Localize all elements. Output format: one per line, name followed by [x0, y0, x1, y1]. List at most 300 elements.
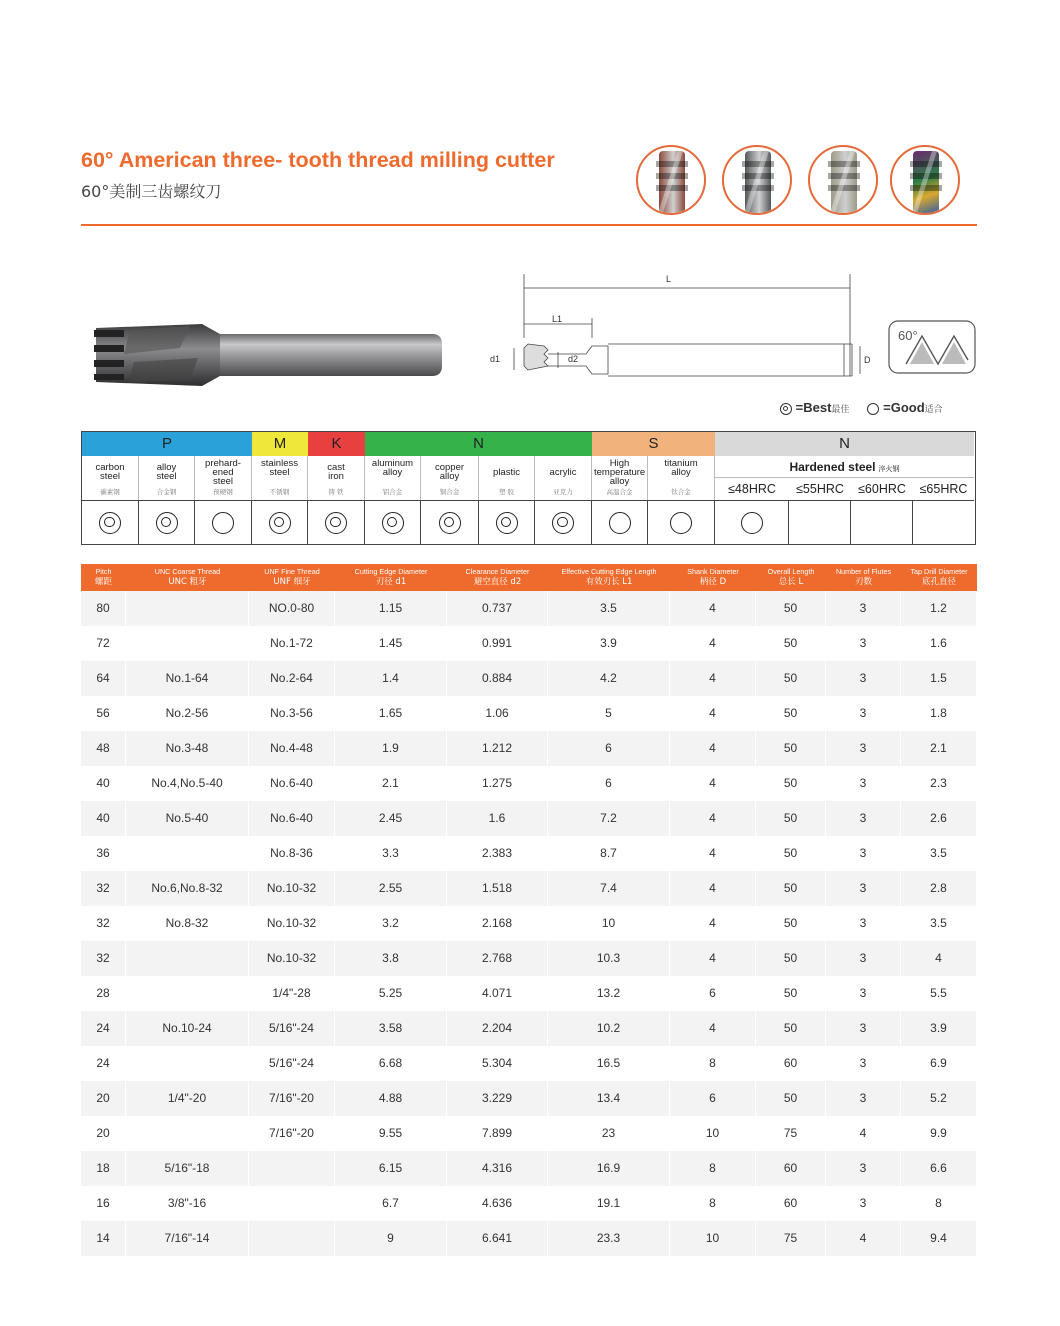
- table-cell: 32: [81, 871, 126, 906]
- table-cell: 3.9: [901, 1011, 977, 1046]
- table-cell: 4: [670, 661, 756, 696]
- table-cell: 1.8: [901, 696, 977, 731]
- table-row: [81, 766, 977, 801]
- table-cell: 10.2: [548, 1011, 670, 1046]
- best-symbol-icon: [780, 403, 792, 415]
- table-cell: 4: [670, 591, 756, 626]
- table-row: [81, 1221, 977, 1256]
- best-symbol-icon: [552, 512, 574, 534]
- table-row: [81, 1116, 977, 1151]
- material-cell: [195, 456, 252, 500]
- dimension-drawing: [488, 266, 888, 384]
- table-cell: 6: [548, 731, 670, 766]
- table-cell: [126, 1046, 249, 1081]
- material-group-k: K: [308, 432, 365, 456]
- table-cell: [249, 1221, 335, 1256]
- table-cell: 1.06: [447, 696, 548, 731]
- table-row: [81, 836, 977, 871]
- table-cell: 50: [756, 941, 826, 976]
- table-cell: 1.212: [447, 731, 548, 766]
- dim-d2: d2: [568, 354, 579, 364]
- material-name: plastic: [493, 467, 520, 478]
- table-cell: 14: [81, 1221, 126, 1256]
- cutter-icon: [745, 151, 771, 213]
- page-subtitle: 60°美制三齿螺纹刀: [81, 182, 222, 201]
- table-row: [81, 696, 977, 731]
- table-cell: 1.5: [901, 661, 977, 696]
- table-cell: 50: [756, 1011, 826, 1046]
- material-name-zh: 不锈钢: [269, 488, 290, 496]
- table-cell: 2.768: [447, 941, 548, 976]
- angle-label: 60°: [898, 328, 918, 343]
- table-cell: 7.899: [447, 1116, 548, 1151]
- table-cell: 2.1: [901, 731, 977, 766]
- table-cell: 3: [826, 626, 901, 661]
- table-cell: 50: [756, 731, 826, 766]
- material-group-p: P: [82, 432, 252, 456]
- table-cell: 2.168: [447, 906, 548, 941]
- table-cell: 2.6: [901, 801, 977, 836]
- table-row: [81, 871, 977, 906]
- table-cell: 4: [826, 1221, 901, 1256]
- dim-L: L: [666, 274, 672, 284]
- table-cell: 16.9: [548, 1151, 670, 1186]
- best-symbol-icon: [382, 512, 404, 534]
- table-cell: 80: [81, 591, 126, 626]
- table-cell: 50: [756, 871, 826, 906]
- table-cell: 2.1: [335, 766, 447, 801]
- table-cell: 3.2: [335, 906, 447, 941]
- table-cell: 64: [81, 661, 126, 696]
- table-cell: 6: [670, 976, 756, 1011]
- table-cell: 3.8: [335, 941, 447, 976]
- table-cell: No.6-40: [249, 766, 335, 801]
- table-cell: 4.071: [447, 976, 548, 1011]
- table-cell: 3: [826, 1081, 901, 1116]
- table-cell: [126, 1116, 249, 1151]
- table-cell: [249, 1186, 335, 1221]
- cutter-icon: [659, 151, 685, 213]
- dim-d1: d1: [490, 354, 501, 364]
- table-cell: 75: [756, 1116, 826, 1151]
- table-cell: 50: [756, 696, 826, 731]
- table-cell: [126, 976, 249, 1011]
- material-name: carbon steel: [95, 462, 125, 482]
- suitability-cell: [195, 500, 252, 544]
- table-cell: 3.5: [548, 591, 670, 626]
- material-name: acrylic: [549, 467, 577, 478]
- table-cell: 50: [756, 906, 826, 941]
- table-cell: 3: [826, 801, 901, 836]
- table-cell: 6.641: [447, 1221, 548, 1256]
- material-name: titanium alloy: [664, 458, 698, 478]
- table-cell: 1/4"-20: [126, 1081, 249, 1116]
- table-row: [81, 941, 977, 976]
- material-cell: [82, 456, 139, 500]
- suitability-cell: [592, 500, 648, 544]
- table-cell: 24: [81, 1011, 126, 1046]
- hardness-level: ≤60HRC: [858, 482, 906, 496]
- table-cell: 10.3: [548, 941, 670, 976]
- table-cell: 50: [756, 591, 826, 626]
- table-cell: 4.88: [335, 1081, 447, 1116]
- table-cell: 28: [81, 976, 126, 1011]
- good-symbol-icon: [212, 512, 234, 534]
- table-cell: 4: [670, 766, 756, 801]
- hardness-level: ≤55HRC: [796, 482, 844, 496]
- table-cell: [126, 941, 249, 976]
- table-cell: 6.15: [335, 1151, 447, 1186]
- table-cell: 3: [826, 941, 901, 976]
- suitability-cell: [789, 500, 851, 544]
- table-cell: 3.229: [447, 1081, 548, 1116]
- table-cell: 75: [756, 1221, 826, 1256]
- column-header: Number of Flutes 刃数: [835, 567, 892, 587]
- table-cell: 5/16"-18: [126, 1151, 249, 1186]
- table-cell: 6.7: [335, 1186, 447, 1221]
- table-cell: 50: [756, 626, 826, 661]
- table-row: [81, 1151, 977, 1186]
- table-cell: 1.2: [901, 591, 977, 626]
- table-cell: 20: [81, 1116, 126, 1151]
- material-group-hardened: N: [715, 432, 974, 456]
- table-cell: 3: [826, 836, 901, 871]
- suitability-cell: [365, 500, 421, 544]
- spec-table-header: [81, 564, 977, 591]
- table-cell: 3: [826, 1011, 901, 1046]
- table-cell: No.2-56: [126, 696, 249, 731]
- table-cell: 4: [670, 801, 756, 836]
- table-cell: 4.316: [447, 1151, 548, 1186]
- table-cell: 4: [670, 1011, 756, 1046]
- table-cell: No.1-64: [126, 661, 249, 696]
- table-cell: No.10-32: [249, 941, 335, 976]
- table-cell: 8: [670, 1046, 756, 1081]
- coating-sample-silver: [808, 145, 878, 215]
- table-cell: 7.2: [548, 801, 670, 836]
- suitability-legend: =Best最佳 =Good适合: [780, 400, 943, 415]
- table-cell: 3: [826, 696, 901, 731]
- hardened-steel-title: Hardened steel 淬火钢: [715, 456, 974, 478]
- material-name-zh: 塑 胶: [498, 488, 515, 496]
- material-group-n: N: [365, 432, 592, 456]
- table-cell: 50: [756, 801, 826, 836]
- table-cell: 0.737: [447, 591, 548, 626]
- suitability-cell: [421, 500, 479, 544]
- best-symbol-icon: [99, 512, 121, 534]
- table-cell: 8: [670, 1186, 756, 1221]
- table-cell: No.10-32: [249, 871, 335, 906]
- table-cell: 8: [670, 1151, 756, 1186]
- table-cell: 5/16"-24: [249, 1011, 335, 1046]
- cutter-icon: [913, 151, 939, 213]
- table-row: [81, 661, 977, 696]
- table-cell: [126, 626, 249, 661]
- table-cell: 23.3: [548, 1221, 670, 1256]
- suitability-cell: [252, 500, 308, 544]
- table-cell: No.8-32: [126, 906, 249, 941]
- best-symbol-icon: [269, 512, 291, 534]
- table-cell: 1.4: [335, 661, 447, 696]
- table-cell: 4: [670, 871, 756, 906]
- table-cell: 32: [81, 941, 126, 976]
- coating-sample-rainbow: [890, 145, 960, 215]
- table-cell: 50: [756, 766, 826, 801]
- cutter-icon: [831, 151, 857, 213]
- table-cell: 3: [826, 766, 901, 801]
- table-cell: 3: [826, 731, 901, 766]
- table-cell: 2.45: [335, 801, 447, 836]
- table-cell: 3.5: [901, 906, 977, 941]
- table-cell: 1/4"-28: [249, 976, 335, 1011]
- table-cell: 16.5: [548, 1046, 670, 1081]
- table-cell: No.6-40: [249, 801, 335, 836]
- column-header: Shank Diameter 柄径 D: [687, 567, 739, 587]
- table-cell: 8.7: [548, 836, 670, 871]
- table-cell: 23: [548, 1116, 670, 1151]
- table-cell: 1.6: [447, 801, 548, 836]
- page-title: 60° American three- tooth thread milling cutter: [81, 148, 555, 172]
- table-cell: [126, 836, 249, 871]
- table-cell: [126, 591, 249, 626]
- material-name: copper alloy: [434, 462, 465, 482]
- table-cell: 7/16"-20: [249, 1116, 335, 1151]
- table-cell: No.3-56: [249, 696, 335, 731]
- table-cell: 6: [670, 1081, 756, 1116]
- header-divider: [81, 224, 977, 226]
- material-cell: [421, 456, 479, 500]
- table-cell: 3.58: [335, 1011, 447, 1046]
- hardness-level: ≤65HRC: [919, 482, 968, 496]
- material-cell: [648, 456, 715, 500]
- suitability-cell: [82, 500, 139, 544]
- table-cell: 6: [548, 766, 670, 801]
- table-cell: 18: [81, 1151, 126, 1186]
- table-cell: 4: [670, 626, 756, 661]
- suitability-cell: [139, 500, 195, 544]
- table-cell: No.3-48: [126, 731, 249, 766]
- material-name-zh: 钛合金: [671, 488, 691, 496]
- table-cell: 13.4: [548, 1081, 670, 1116]
- table-cell: 4: [670, 696, 756, 731]
- table-cell: 5.2: [901, 1081, 977, 1116]
- table-cell: 5/16"-24: [249, 1046, 335, 1081]
- table-cell: 7/16"-20: [249, 1081, 335, 1116]
- suitability-cell: [535, 500, 592, 544]
- table-cell: 6.6: [901, 1151, 977, 1186]
- table-cell: 56: [81, 696, 126, 731]
- table-row: [81, 906, 977, 941]
- table-cell: NO.0-80: [249, 591, 335, 626]
- table-cell: 10: [670, 1221, 756, 1256]
- good-symbol-icon: [670, 512, 692, 534]
- good-symbol-icon: [609, 512, 631, 534]
- table-cell: 9.9: [901, 1116, 977, 1151]
- table-cell: 5.5: [901, 976, 977, 1011]
- column-header: UNF Fine Thread UNF 细牙: [264, 567, 320, 587]
- table-cell: 6.68: [335, 1046, 447, 1081]
- table-cell: 1.518: [447, 871, 548, 906]
- material-name-zh: 碳素钢: [100, 488, 120, 496]
- material-name-zh: 合金钢: [156, 488, 177, 496]
- table-cell: 50: [756, 1081, 826, 1116]
- column-header: Overall Length 总长 L: [767, 567, 815, 587]
- material-name: aluminum alloy: [371, 458, 414, 478]
- table-cell: 16: [81, 1186, 126, 1221]
- table-cell: 3.5: [901, 836, 977, 871]
- dim-D: D: [864, 355, 871, 365]
- table-cell: 36: [81, 836, 126, 871]
- column-header: UNC Coarse Thread UNC 粗牙: [154, 567, 221, 587]
- column-header: Pitch 螺距: [94, 567, 112, 587]
- material-name: cast iron: [327, 462, 345, 482]
- table-cell: 0.991: [447, 626, 548, 661]
- good-symbol-icon: [867, 403, 879, 415]
- suitability-cell: [715, 500, 789, 544]
- material-name-zh: 亚克力: [553, 488, 573, 496]
- table-cell: 72: [81, 626, 126, 661]
- table-cell: No.4,No.5-40: [126, 766, 249, 801]
- best-symbol-icon: [325, 512, 347, 534]
- table-cell: 50: [756, 836, 826, 871]
- table-cell: 2.383: [447, 836, 548, 871]
- table-cell: 60: [756, 1151, 826, 1186]
- table-cell: 9.4: [901, 1221, 977, 1256]
- table-cell: No.5-40: [126, 801, 249, 836]
- table-cell: 24: [81, 1046, 126, 1081]
- table-row: [81, 626, 977, 661]
- material-name: High temperature alloy: [594, 458, 646, 487]
- material-name: alloy steel: [156, 462, 177, 482]
- table-cell: 1.9: [335, 731, 447, 766]
- table-cell: 3: [826, 976, 901, 1011]
- table-cell: 2.204: [447, 1011, 548, 1046]
- material-cell: [479, 456, 535, 500]
- table-cell: 50: [756, 976, 826, 1011]
- table-cell: 10: [670, 1116, 756, 1151]
- good-symbol-icon: [741, 512, 763, 534]
- material-cell: [592, 456, 648, 500]
- table-cell: 50: [756, 661, 826, 696]
- table-cell: 3: [826, 1186, 901, 1221]
- table-cell: 4: [670, 836, 756, 871]
- material-name: prehard-ened steel: [205, 458, 241, 487]
- table-row: [81, 1081, 977, 1116]
- table-cell: No.10-24: [126, 1011, 249, 1046]
- table-cell: No.4-48: [249, 731, 335, 766]
- thread-angle-diagram: [888, 320, 978, 376]
- table-cell: 7/16"-14: [126, 1221, 249, 1256]
- table-row: [81, 976, 977, 1011]
- table-cell: 2.8: [901, 871, 977, 906]
- table-cell: 60: [756, 1046, 826, 1081]
- suitability-cell: [851, 500, 913, 544]
- coating-sample-black: [722, 145, 792, 215]
- column-header: Clearance Diameter 避空直径 d2: [465, 567, 530, 587]
- table-cell: 4: [670, 731, 756, 766]
- material-name-zh: 高温合金: [606, 488, 633, 496]
- table-cell: 3: [826, 661, 901, 696]
- suitability-cell: [479, 500, 535, 544]
- material-cell: [252, 456, 308, 500]
- table-cell: 4: [901, 941, 977, 976]
- table-cell: 4.636: [447, 1186, 548, 1221]
- table-cell: 1.6: [901, 626, 977, 661]
- table-cell: 40: [81, 801, 126, 836]
- table-cell: 19.1: [548, 1186, 670, 1221]
- suitability-cell: [913, 500, 974, 544]
- column-header: Effective Cutting Edge Length 有效刃长 L1: [561, 567, 657, 587]
- table-cell: No.1-72: [249, 626, 335, 661]
- table-cell: 5: [548, 696, 670, 731]
- material-name-zh: 铜合金: [439, 488, 460, 496]
- table-cell: 60: [756, 1186, 826, 1221]
- column-header: Cutting Edge Diameter 刃径 d1: [354, 567, 428, 587]
- material-cell: [535, 456, 592, 500]
- table-cell: 2.55: [335, 871, 447, 906]
- best-symbol-icon: [496, 512, 518, 534]
- table-cell: 4: [670, 906, 756, 941]
- table-cell: 1.275: [447, 766, 548, 801]
- material-table: [81, 431, 976, 545]
- table-cell: 6.9: [901, 1046, 977, 1081]
- table-cell: 3: [826, 1151, 901, 1186]
- table-cell: 9.55: [335, 1116, 447, 1151]
- table-cell: 3: [826, 906, 901, 941]
- table-cell: 3: [826, 1046, 901, 1081]
- table-cell: 3: [826, 591, 901, 626]
- coating-sample-bronze: [636, 145, 706, 215]
- material-cell: [308, 456, 365, 500]
- suitability-cell: [308, 500, 365, 544]
- product-photo: [90, 318, 450, 392]
- dim-L1: L1: [552, 314, 563, 324]
- table-cell: 13.2: [548, 976, 670, 1011]
- material-name-zh: 铝合金: [382, 488, 403, 496]
- table-cell: 1.15: [335, 591, 447, 626]
- table-cell: 1.45: [335, 626, 447, 661]
- material-name-zh: 铸 铁: [328, 488, 344, 496]
- table-row: [81, 1046, 977, 1081]
- best-symbol-icon: [439, 512, 461, 534]
- table-cell: 32: [81, 906, 126, 941]
- material-name-zh: 预硬钢: [213, 488, 233, 496]
- table-cell: 10: [548, 906, 670, 941]
- table-cell: 0.884: [447, 661, 548, 696]
- table-cell: 48: [81, 731, 126, 766]
- material-name: stainless steel: [261, 458, 298, 478]
- best-symbol-icon: [156, 512, 178, 534]
- table-cell: 4: [670, 941, 756, 976]
- table-cell: No.10-32: [249, 906, 335, 941]
- table-cell: 3.3: [335, 836, 447, 871]
- table-cell: 1.65: [335, 696, 447, 731]
- table-cell: 4: [826, 1116, 901, 1151]
- table-row: [81, 731, 977, 766]
- table-cell: 4.2: [548, 661, 670, 696]
- table-row: [81, 801, 977, 836]
- table-cell: 9: [335, 1221, 447, 1256]
- material-cell: [365, 456, 421, 500]
- table-cell: 5.304: [447, 1046, 548, 1081]
- table-cell: [249, 1151, 335, 1186]
- table-cell: 5.25: [335, 976, 447, 1011]
- hardness-level: ≤48HRC: [728, 482, 776, 496]
- table-cell: 7.4: [548, 871, 670, 906]
- table-cell: 8: [901, 1186, 977, 1221]
- table-cell: 40: [81, 766, 126, 801]
- table-row: [81, 1011, 977, 1046]
